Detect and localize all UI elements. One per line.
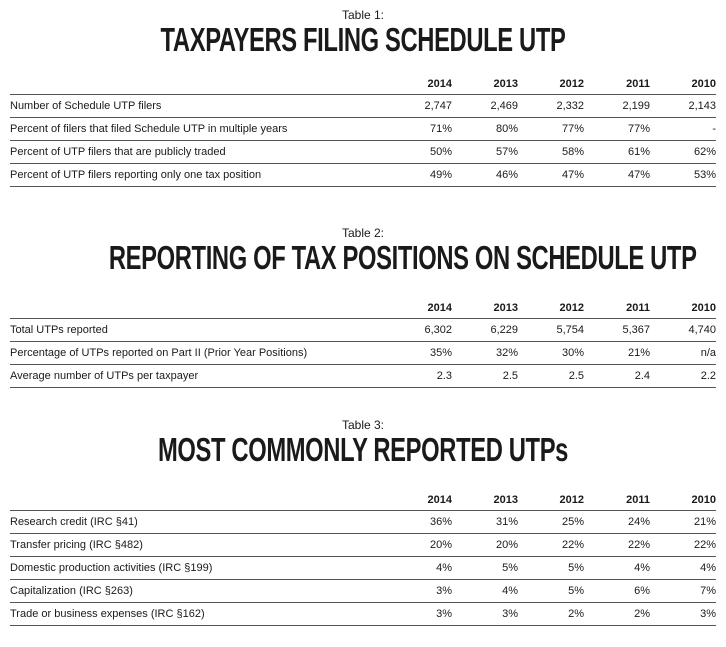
table-3	[10, 490, 716, 626]
cell-value: 22%	[627, 539, 650, 551]
cell-value: 58%	[561, 146, 584, 158]
year-header: 2012	[559, 302, 584, 314]
table-1-label: Table 1:	[341, 8, 385, 22]
row-label: Capitalization (IRC §263)	[10, 585, 133, 597]
table-3-label: Table 3:	[341, 418, 385, 432]
year-header: 2011	[626, 78, 650, 90]
table-row	[10, 511, 716, 534]
cell-value: 7%	[700, 585, 716, 597]
cell-value: 2,332	[556, 100, 584, 112]
table-2-section	[10, 226, 716, 388]
cell-value: 3%	[700, 608, 716, 620]
table-2-header-row	[10, 298, 716, 319]
cell-value: 5,754	[556, 324, 584, 336]
cell-value: 3%	[436, 585, 452, 597]
table-row	[10, 603, 716, 626]
table-1-header-row	[10, 74, 716, 95]
cell-value: 71%	[429, 123, 452, 135]
header-blank	[10, 490, 386, 511]
row-label: Percent of UTP filers reporting only one tax position	[10, 169, 262, 181]
table-row	[10, 557, 716, 580]
row-label: Domestic production activities (IRC §199)	[10, 562, 213, 574]
cell-value: 3%	[502, 608, 518, 620]
cell-value: 2.3	[436, 370, 452, 382]
header-blank	[10, 74, 386, 95]
cell-value: 2.2	[700, 370, 716, 382]
table-row	[10, 118, 716, 141]
cell-value: 77%	[627, 123, 650, 135]
year-header: 2014	[427, 494, 452, 506]
year-header: 2013	[493, 494, 518, 506]
cell-value: 20%	[495, 539, 518, 551]
table-row	[10, 534, 716, 557]
cell-value: 6%	[634, 585, 650, 597]
cell-value: 47%	[627, 169, 650, 181]
cell-value: 4,740	[688, 324, 716, 336]
cell-value: 2.4	[634, 370, 650, 382]
row-label: Percentage of UTPs reported on Part II (Prior Year Positions)	[10, 347, 308, 359]
table-row	[10, 141, 716, 164]
table-2	[10, 298, 716, 388]
cell-value: 2%	[634, 608, 650, 620]
cell-value: 4%	[700, 562, 716, 574]
cell-value: 22%	[693, 539, 716, 551]
cell-value: -	[712, 123, 716, 135]
table-row	[10, 319, 716, 342]
cell-value: 62%	[693, 146, 716, 158]
table-2-title: REPORTING OF TAX POSITIONS ON SCHEDULE UTP	[108, 239, 697, 276]
cell-value: 36%	[429, 516, 452, 528]
cell-value: 32%	[495, 347, 518, 359]
cell-value: 53%	[693, 169, 716, 181]
cell-value: 2.5	[568, 370, 584, 382]
row-label: Percent of UTP filers that are publicly traded	[10, 146, 226, 158]
cell-value: 5,367	[622, 324, 650, 336]
cell-value: 25%	[561, 516, 584, 528]
table-row	[10, 365, 716, 388]
table-row	[10, 95, 716, 118]
table-row	[10, 342, 716, 365]
cell-value: 31%	[495, 516, 518, 528]
cell-value: 5%	[502, 562, 518, 574]
table-1-section	[10, 8, 716, 187]
year-header: 2010	[691, 494, 716, 506]
table-row	[10, 164, 716, 187]
year-header: 2010	[691, 302, 716, 314]
cell-value: 6,229	[490, 324, 518, 336]
cell-value: 2,469	[490, 100, 518, 112]
cell-value: 2,199	[622, 100, 650, 112]
table-2-label: Table 2:	[341, 226, 385, 240]
cell-value: 4%	[502, 585, 518, 597]
cell-value: 5%	[568, 585, 584, 597]
table-3-title: MOST COMMONLY REPORTED UTPs	[157, 431, 569, 468]
cell-value: 21%	[693, 516, 716, 528]
header-blank	[10, 298, 386, 319]
cell-value: 35%	[429, 347, 452, 359]
table-3-header-row	[10, 490, 716, 511]
cell-value: n/a	[700, 347, 716, 359]
year-header: 2014	[427, 302, 452, 314]
cell-value: 47%	[561, 169, 584, 181]
year-header: 2010	[691, 78, 716, 90]
cell-value: 77%	[561, 123, 584, 135]
table-1	[10, 74, 716, 187]
table-3-section	[10, 418, 716, 626]
cell-value: 50%	[429, 146, 452, 158]
cell-value: 3%	[436, 608, 452, 620]
row-label: Trade or business expenses (IRC §162)	[10, 608, 205, 620]
cell-value: 4%	[436, 562, 452, 574]
cell-value: 5%	[568, 562, 584, 574]
cell-value: 49%	[429, 169, 452, 181]
cell-value: 80%	[495, 123, 518, 135]
cell-value: 2,143	[688, 100, 716, 112]
cell-value: 2.5	[502, 370, 518, 382]
cell-value: 6,302	[424, 324, 452, 336]
row-label: Transfer pricing (IRC §482)	[10, 539, 143, 551]
cell-value: 20%	[429, 539, 452, 551]
row-label: Total UTPs reported	[10, 324, 108, 336]
year-header: 2013	[493, 302, 518, 314]
cell-value: 4%	[634, 562, 650, 574]
cell-value: 2%	[568, 608, 584, 620]
row-label: Research credit (IRC §41)	[10, 516, 138, 528]
table-row	[10, 580, 716, 603]
year-header: 2013	[493, 78, 518, 90]
year-header: 2012	[559, 494, 584, 506]
table-1-title: TAXPAYERS FILING SCHEDULE UTP	[160, 21, 566, 58]
row-label: Number of Schedule UTP filers	[10, 100, 162, 112]
cell-value: 24%	[627, 516, 650, 528]
cell-value: 21%	[627, 347, 650, 359]
cell-value: 61%	[627, 146, 650, 158]
row-label: Average number of UTPs per taxpayer	[10, 370, 199, 382]
cell-value: 46%	[495, 169, 518, 181]
year-header: 2011	[626, 494, 650, 506]
cell-value: 30%	[561, 347, 584, 359]
cell-value: 57%	[495, 146, 518, 158]
year-header: 2014	[427, 78, 452, 90]
year-header: 2012	[559, 78, 584, 90]
row-label: Percent of filers that filed Schedule UTP in multiple years	[10, 123, 288, 135]
year-header: 2011	[626, 302, 650, 314]
cell-value: 2,747	[424, 100, 452, 112]
cell-value: 22%	[561, 539, 584, 551]
